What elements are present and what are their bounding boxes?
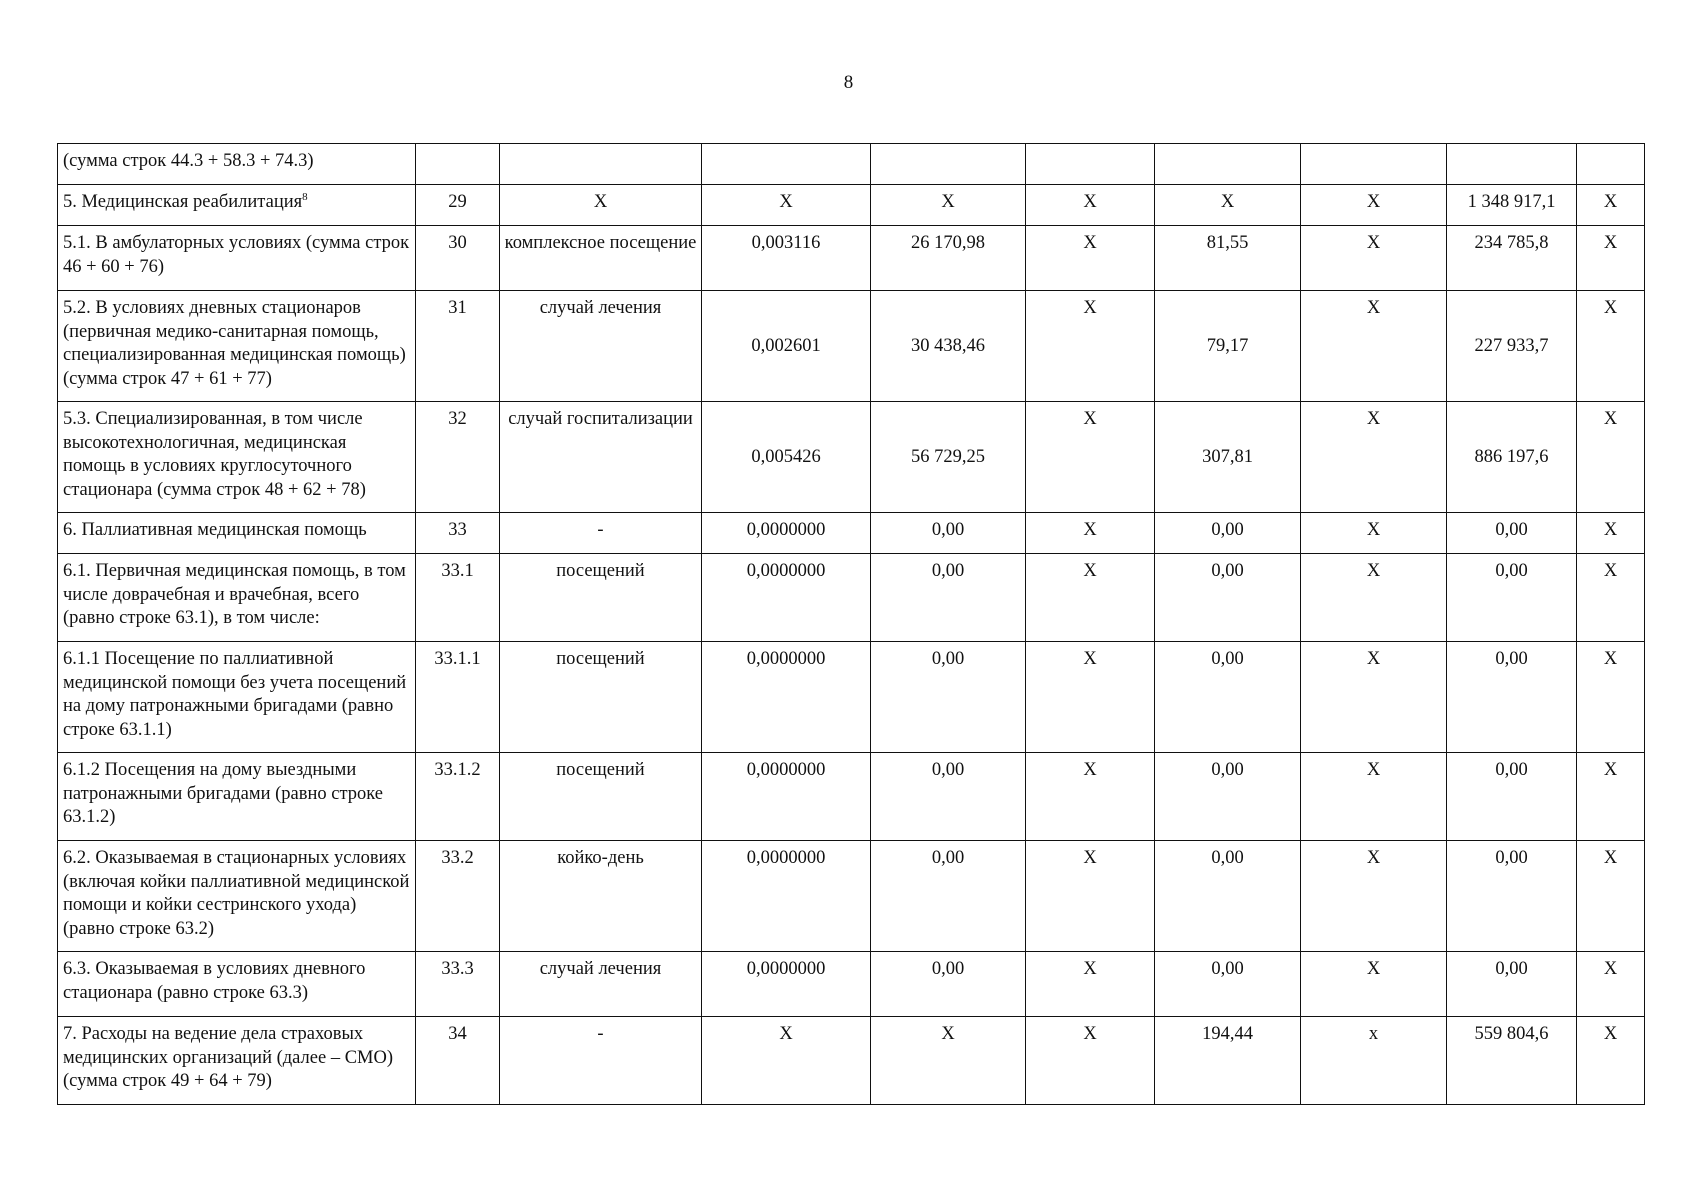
row-code: 30 — [416, 226, 500, 291]
row-c1: 0,002601 — [702, 291, 871, 402]
row-c6: 0,00 — [1447, 642, 1577, 753]
row-c2: 0,00 — [871, 554, 1026, 642]
row-c3: X — [1026, 952, 1155, 1017]
row-c2: 0,00 — [871, 841, 1026, 952]
row-c6: 0,00 — [1447, 554, 1577, 642]
row-code: 32 — [416, 402, 500, 513]
row-name: 6.2. Оказываемая в стационарных условиях (включая койки паллиативной медицинской помощи и койки сестринского ухода) (равно строке 63.2) — [58, 841, 416, 952]
row-c7: X — [1577, 554, 1645, 642]
table-row — [58, 753, 1645, 841]
row-code: 33.1.1 — [416, 642, 500, 753]
row-name: 6.1. Первичная медицинская помощь, в том числе доврачебная и врачебная, всего (равно строке 63.1), в том числе: — [58, 554, 416, 642]
row-c3: X — [1026, 402, 1155, 513]
row-code: 33.3 — [416, 952, 500, 1017]
table-row — [58, 841, 1645, 952]
row-c1: 0,0000000 — [702, 753, 871, 841]
row-c7 — [1577, 144, 1645, 185]
row-unit — [500, 144, 702, 185]
row-c7: X — [1577, 642, 1645, 753]
row-code: 29 — [416, 185, 500, 226]
row-code: 33.2 — [416, 841, 500, 952]
row-c1: 0,0000000 — [702, 841, 871, 952]
row-c6: 227 933,7 — [1447, 291, 1577, 402]
table-row — [58, 1017, 1645, 1105]
row-c1: 0,0000000 — [702, 952, 871, 1017]
row-c4: 0,00 — [1155, 554, 1301, 642]
row-c7: X — [1577, 1017, 1645, 1105]
footnote-mark: 8 — [302, 190, 308, 203]
row-c3: X — [1026, 226, 1155, 291]
row-c5: X — [1301, 226, 1447, 291]
row-c1 — [702, 144, 871, 185]
row-c4: 81,55 — [1155, 226, 1301, 291]
row-name — [58, 185, 416, 226]
row-c3 — [1026, 144, 1155, 185]
row-c5: X — [1301, 753, 1447, 841]
row-c4: 0,00 — [1155, 952, 1301, 1017]
row-c2: X — [871, 1017, 1026, 1105]
row-c2: 0,00 — [871, 513, 1026, 554]
row-c5: X — [1301, 185, 1447, 226]
row-c1: X — [702, 185, 871, 226]
row-name: 6. Паллиативная медицинская помощь — [58, 513, 416, 554]
row-c3: X — [1026, 185, 1155, 226]
row-c7: X — [1577, 513, 1645, 554]
row-c4: 0,00 — [1155, 753, 1301, 841]
row-c1: 0,0000000 — [702, 642, 871, 753]
row-unit: - — [500, 1017, 702, 1105]
row-c5 — [1301, 144, 1447, 185]
row-c4: 194,44 — [1155, 1017, 1301, 1105]
row-c7: X — [1577, 402, 1645, 513]
row-c5: X — [1301, 952, 1447, 1017]
row-c2: 0,00 — [871, 952, 1026, 1017]
row-c5: X — [1301, 513, 1447, 554]
table-row — [58, 402, 1645, 513]
row-c6: 886 197,6 — [1447, 402, 1577, 513]
row-c3: X — [1026, 642, 1155, 753]
row-c7: X — [1577, 226, 1645, 291]
row-c7: X — [1577, 185, 1645, 226]
row-c3: X — [1026, 1017, 1155, 1105]
table-row — [58, 291, 1645, 402]
row-unit: койко-день — [500, 841, 702, 952]
row-c4 — [1155, 144, 1301, 185]
row-c2: 30 438,46 — [871, 291, 1026, 402]
row-c2: 56 729,25 — [871, 402, 1026, 513]
row-c1: 0,005426 — [702, 402, 871, 513]
page-number: 8 — [843, 72, 854, 93]
row-unit: комплексное посещение — [500, 226, 702, 291]
table-row — [58, 185, 1645, 226]
row-c4: 0,00 — [1155, 841, 1301, 952]
row-c6: 0,00 — [1447, 952, 1577, 1017]
row-c3: X — [1026, 513, 1155, 554]
row-c6: 559 804,6 — [1447, 1017, 1577, 1105]
row-c5: X — [1301, 841, 1447, 952]
row-unit: - — [500, 513, 702, 554]
row-c7: X — [1577, 291, 1645, 402]
row-c5: х — [1301, 1017, 1447, 1105]
row-name: 6.1.2 Посещения на дому выездными патронажными бригадами (равно строке 63.1.2) — [58, 753, 416, 841]
row-code: 33.1.2 — [416, 753, 500, 841]
row-name: (сумма строк 44.3 + 58.3 + 74.3) — [58, 144, 416, 185]
row-c6: 234 785,8 — [1447, 226, 1577, 291]
row-c2: 0,00 — [871, 642, 1026, 753]
row-c1: 0,003116 — [702, 226, 871, 291]
row-name: 6.3. Оказываемая в условиях дневного стационара (равно строке 63.3) — [58, 952, 416, 1017]
row-c3: X — [1026, 291, 1155, 402]
row-c4: 307,81 — [1155, 402, 1301, 513]
row-unit: случай лечения — [500, 952, 702, 1017]
row-unit: случай лечения — [500, 291, 702, 402]
row-c6 — [1447, 144, 1577, 185]
row-c2: 0,00 — [871, 753, 1026, 841]
row-c6: 0,00 — [1447, 841, 1577, 952]
row-c4: 0,00 — [1155, 642, 1301, 753]
row-c5: X — [1301, 402, 1447, 513]
row-c2: 26 170,98 — [871, 226, 1026, 291]
row-code: 34 — [416, 1017, 500, 1105]
table-row — [58, 952, 1645, 1017]
row-c3: X — [1026, 554, 1155, 642]
table-row — [58, 144, 1645, 185]
row-c7: X — [1577, 841, 1645, 952]
row-c5: X — [1301, 291, 1447, 402]
row-unit: посещений — [500, 554, 702, 642]
row-code: 33.1 — [416, 554, 500, 642]
row-c7: X — [1577, 952, 1645, 1017]
row-unit: X — [500, 185, 702, 226]
row-name: 5.3. Специализированная, в том числе высокотехнологичная, медицинская помощь в условиях круглосуточного стационара (сумма строк 48 + 62 + 78) — [58, 402, 416, 513]
row-c6: 1 348 917,1 — [1447, 185, 1577, 226]
row-unit: посещений — [500, 642, 702, 753]
row-c1: 0,0000000 — [702, 513, 871, 554]
row-code — [416, 144, 500, 185]
row-c6: 0,00 — [1447, 513, 1577, 554]
table-row — [58, 554, 1645, 642]
row-name: 5.1. В амбулаторных условиях (сумма строк 46 + 60 + 76) — [58, 226, 416, 291]
row-name: 5.2. В условиях дневных стационаров (первичная медико-санитарная помощь, специализированная медицинская помощь) (сумма строк 47 + 61 + 77) — [58, 291, 416, 402]
row-name: 7. Расходы на ведение дела страховых медицинских организаций (далее – СМО) (сумма строк 49 + 64 + 79) — [58, 1017, 416, 1105]
row-c6: 0,00 — [1447, 753, 1577, 841]
row-unit: посещений — [500, 753, 702, 841]
row-c7: X — [1577, 753, 1645, 841]
row-c4: 79,17 — [1155, 291, 1301, 402]
table-row — [58, 226, 1645, 291]
row-c1: 0,0000000 — [702, 554, 871, 642]
row-c3: X — [1026, 841, 1155, 952]
row-name: 6.1.1 Посещение по паллиативной медицинской помощи без учета посещений на дому патронажными бригадами (равно строке 63.1.1) — [58, 642, 416, 753]
data-table — [57, 143, 1645, 1105]
row-code: 31 — [416, 291, 500, 402]
row-c2: X — [871, 185, 1026, 226]
table-row — [58, 642, 1645, 753]
row-c5: X — [1301, 554, 1447, 642]
row-c5: X — [1301, 642, 1447, 753]
row-c4: X — [1155, 185, 1301, 226]
row-unit: случай госпитализации — [500, 402, 702, 513]
row-name-text: 5. Медицинская реабилитация — [63, 192, 303, 212]
row-code: 33 — [416, 513, 500, 554]
table-row — [58, 513, 1645, 554]
row-c2 — [871, 144, 1026, 185]
row-c1: X — [702, 1017, 871, 1105]
row-c3: X — [1026, 753, 1155, 841]
row-c4: 0,00 — [1155, 513, 1301, 554]
